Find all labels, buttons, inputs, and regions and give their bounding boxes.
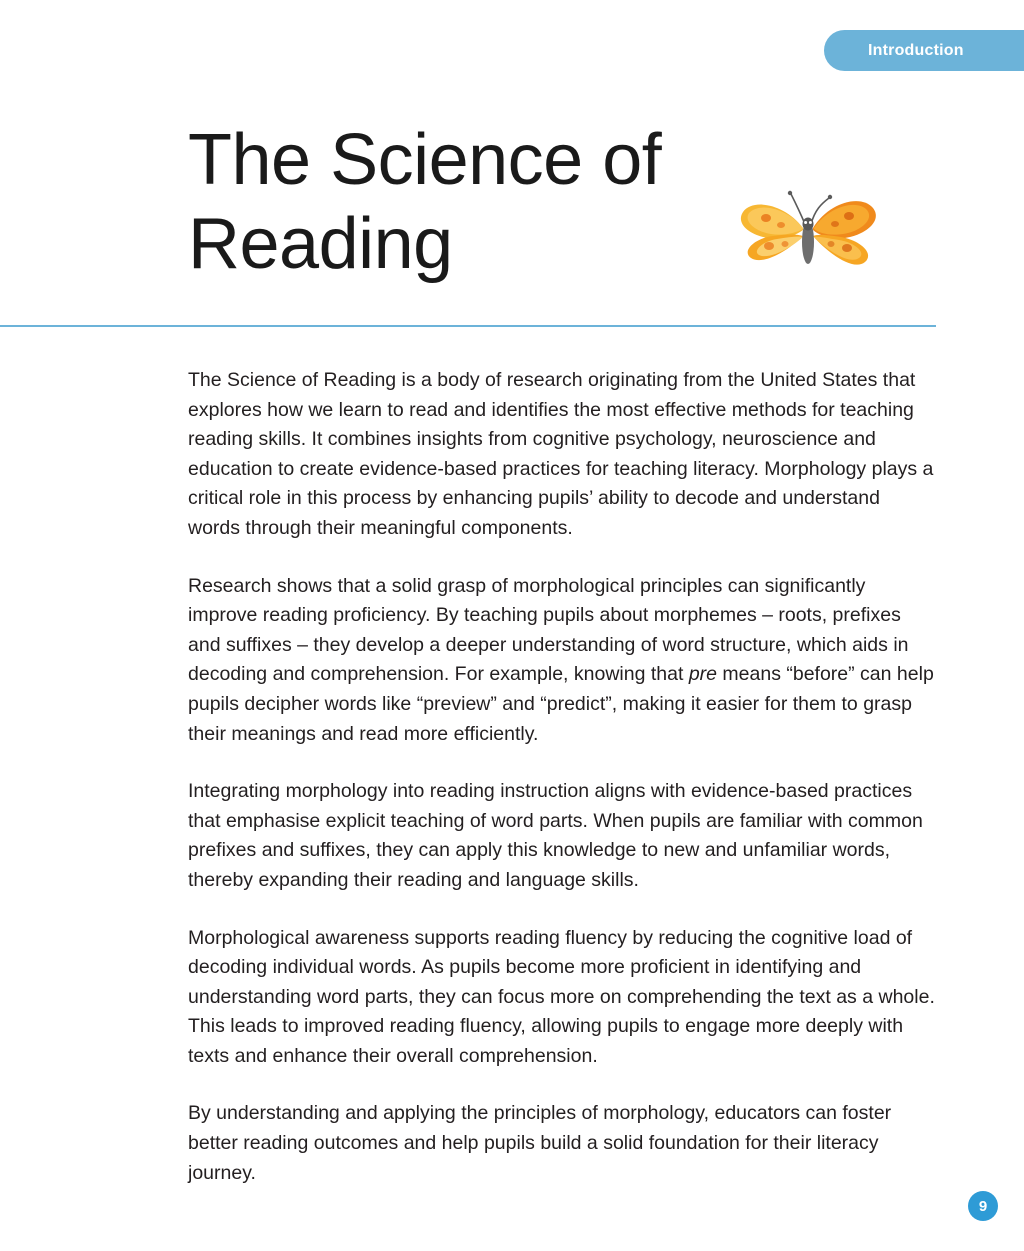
body-copy (188, 366, 936, 1188)
header-divider (0, 325, 936, 327)
section-tab-label: Introduction (868, 41, 964, 59)
paragraph-1: The Science of Reading is a body of research originating from the United States that explores how we learn to read and identifies the most effective methods for teaching reading skills. It combines insights from cognitive psychology, neuroscience and education to create evidence-based practices for teaching literacy. Morphology plays a critical role in this process by enhancing pupils’ ability to decode and understand words through their meaningful components. (188, 369, 934, 539)
page-title-line-2: Reading (188, 204, 453, 284)
paragraph-3: Integrating morphology into reading instruction aligns with evidence-based practices that emphasise explicit teaching of word parts. When pupils are familiar with common prefixes and suffixes, they can apply this knowledge to new and unfamiliar words, thereby expanding their reading and language skills. (188, 780, 923, 891)
butterfly-icon (733, 180, 883, 298)
section-tab (824, 30, 1024, 71)
page-title (188, 118, 748, 286)
emphasis-text: pre (688, 663, 717, 686)
page-title-block (188, 118, 748, 286)
paragraph-2: Research shows that a solid grasp of morphological principles can significantly improve reading proficiency. By teaching pupils about morphemes – roots, prefixes and suffixes – they develop a deeper understanding of word structure, which aids in decoding and comprehension. For example, knowing that pre means “before” can help pupils decipher words like “preview” and “predict”, making it easier for them to grasp their meanings and read more efficiently. (188, 574, 934, 745)
page-number-badge: 9 (968, 1191, 998, 1221)
paragraph-5: By understanding and applying the principles of morphology, educators can foster better reading outcomes and help pupils build a solid foundation for their literacy journey. (188, 1102, 892, 1184)
paragraph-4: Morphological awareness supports reading fluency by reducing the cognitive load of decoding individual words. As pupils become more proficient in identifying and understanding word parts, they can focus more on comprehending the text as a whole. This leads to improved reading fluency, allowing pupils to engage more deeply with texts and enhance their overall comprehension. (188, 926, 935, 1067)
page-title-line-1: The Science of (188, 120, 662, 200)
